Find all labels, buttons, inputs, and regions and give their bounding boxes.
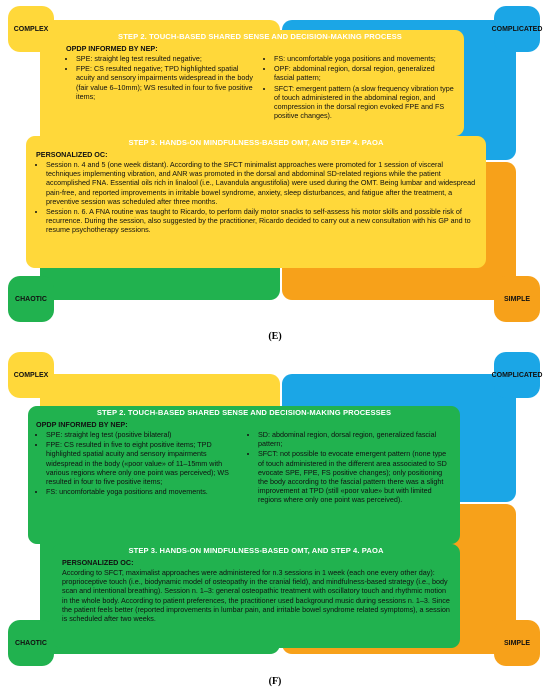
step3-title: STEP 3. HANDS-ON MINDFULNESS-BASED OMT, AND STEP 4. PAOA: [128, 138, 384, 147]
step3-card: [26, 136, 486, 268]
corner-label-chaotic: CHAOTIC: [8, 276, 54, 322]
list-item: • FPE: CS resulted in five to eight positive items; TPD highlighted spatial acuity and sensory impairments widespread in the body («poor value» of 11–15mm with various regions where only one point was perceived); WS resulted in four to five positive items;: [46, 440, 240, 486]
step3-subtitle: PERSONALIZED OC:: [62, 557, 134, 567]
corner-label-simple: SIMPLE: [494, 276, 540, 322]
step2-card: [28, 406, 460, 544]
corner-label-complex: COMPLEX: [8, 352, 54, 398]
step2-left-list: [66, 54, 256, 122]
step3-text: According to SFCT, maximalist approaches were administered for n.3 sessions in 1 week (each one every other day): proprioceptive touch (i.e., biodynamic model of osteopathy in the cranial field), and mindfulness-based strategy (i.e., body scan and intentional breathing). Session n. 1–3: general osteopathic treatment with oscillatory touch and rhythmic motion in the whole body. According to patient preferences, the practitioner used background music during sessions n. 1–3. Since the patient feels better (reported improvements in lumbar pain, and irritable bowel syndrome related symptoms), a session is scheduled after two weeks.: [62, 567, 450, 624]
step3-subtitle: PERSONALIZED OC:: [36, 149, 108, 159]
step2-title: STEP 2. TOUCH-BASED SHARED SENSE AND DECISION-MAKING PROCESS: [118, 32, 402, 41]
corner-label-complex: COMPLEX: [8, 6, 54, 52]
step2-title: STEP 2. TOUCH-BASED SHARED SENSE AND DECISION-MAKING PROCESSES: [96, 408, 392, 417]
step2-right-list: [264, 54, 454, 122]
step2-subtitle: OPDP INFORMED BY NEP:: [36, 419, 128, 429]
list-item: • Session n. 4 and 5 (one week distant). According to the SFCT minimalist approaches were promoted for 1 session of visceral techniques implementing vibration, and ANR was promoted in the dorsal and abdominal SD-related regions while the patient accomplished FNA. Essential oils rich in linalool (i.e., Lavandula angustifolia) were used during the OMT. Being lumbar and widespread pain-free, and reported improvements in irritable bowel syndrome, anxiety, sleep disturbances, and fatigue after the treatment, a preventive session was scheduled after three months.: [46, 160, 476, 206]
list-item: • SPE: straight leg test resulted negative;: [76, 54, 256, 63]
corner-label-chaotic: CHAOTIC: [8, 620, 54, 666]
list-item: • FS: uncomfortable yoga positions and movements.: [46, 487, 240, 496]
list-item: • Session n. 6. A FNA routine was taught to Ricardo, to perform daily motor snacks to self-assess his motor skills and possible risk of recurrence. During the session, also suggested by the practitioner, Ricardo decided to carry out a new consultation with his GP and to resume psychotherapy sessions.: [46, 207, 476, 235]
list-item: • SFCT: not possible to evocate emergent pattern (none type of touch administered in the different area associated to SD evocate SPE, FPE, FS positive changes); only positioning the body according to the fascial pattern there was a slight improvement at TPD (still «poor value» but with limited regions where only one point was perceived).: [258, 449, 452, 504]
list-item: • FS: uncomfortable yoga positions and movements;: [274, 54, 454, 63]
corner-label-complicated: COMPLICATED: [494, 6, 540, 52]
corner-label-complicated: COMPLICATED: [494, 352, 540, 398]
corner-label-simple: SIMPLE: [494, 620, 540, 666]
step2-left-list: [36, 430, 240, 506]
list-item: • SPE: straight leg test (positive bilateral): [46, 430, 240, 439]
step2-card: [56, 30, 464, 136]
list-item: • SFCT: emergent pattern (a slow frequency vibration type of touch administered in the abdominal region, and compression in the dorsal region evoked FPE and FS positive changes).: [274, 84, 454, 121]
list-item: • FPE: CS resulted negative; TPD highlighted spatial acuity and sensory impairments widespread in the body (fair value 6–10mm); WS resulted in four to five positive items;: [76, 64, 256, 101]
step3-list: [36, 160, 476, 235]
step2-subtitle: OPDP INFORMED BY NEP:: [66, 43, 158, 53]
list-item: • OPF: abdominal region, dorsal region, generalized fascial pattern;: [274, 64, 454, 82]
figure-caption-f: (F): [268, 676, 282, 687]
panel-e: [0, 0, 550, 340]
step3-card: [52, 544, 460, 648]
step3-title: STEP 3. HANDS-ON MINDFULNESS-BASED OMT, AND STEP 4. PAOA: [128, 546, 384, 555]
panel-f: [0, 342, 550, 687]
list-item: • SD: abdominal region, dorsal region, generalized fascial pattern;: [258, 430, 452, 448]
step2-right-list: [248, 430, 452, 506]
figure-caption-e: (E): [268, 331, 282, 342]
